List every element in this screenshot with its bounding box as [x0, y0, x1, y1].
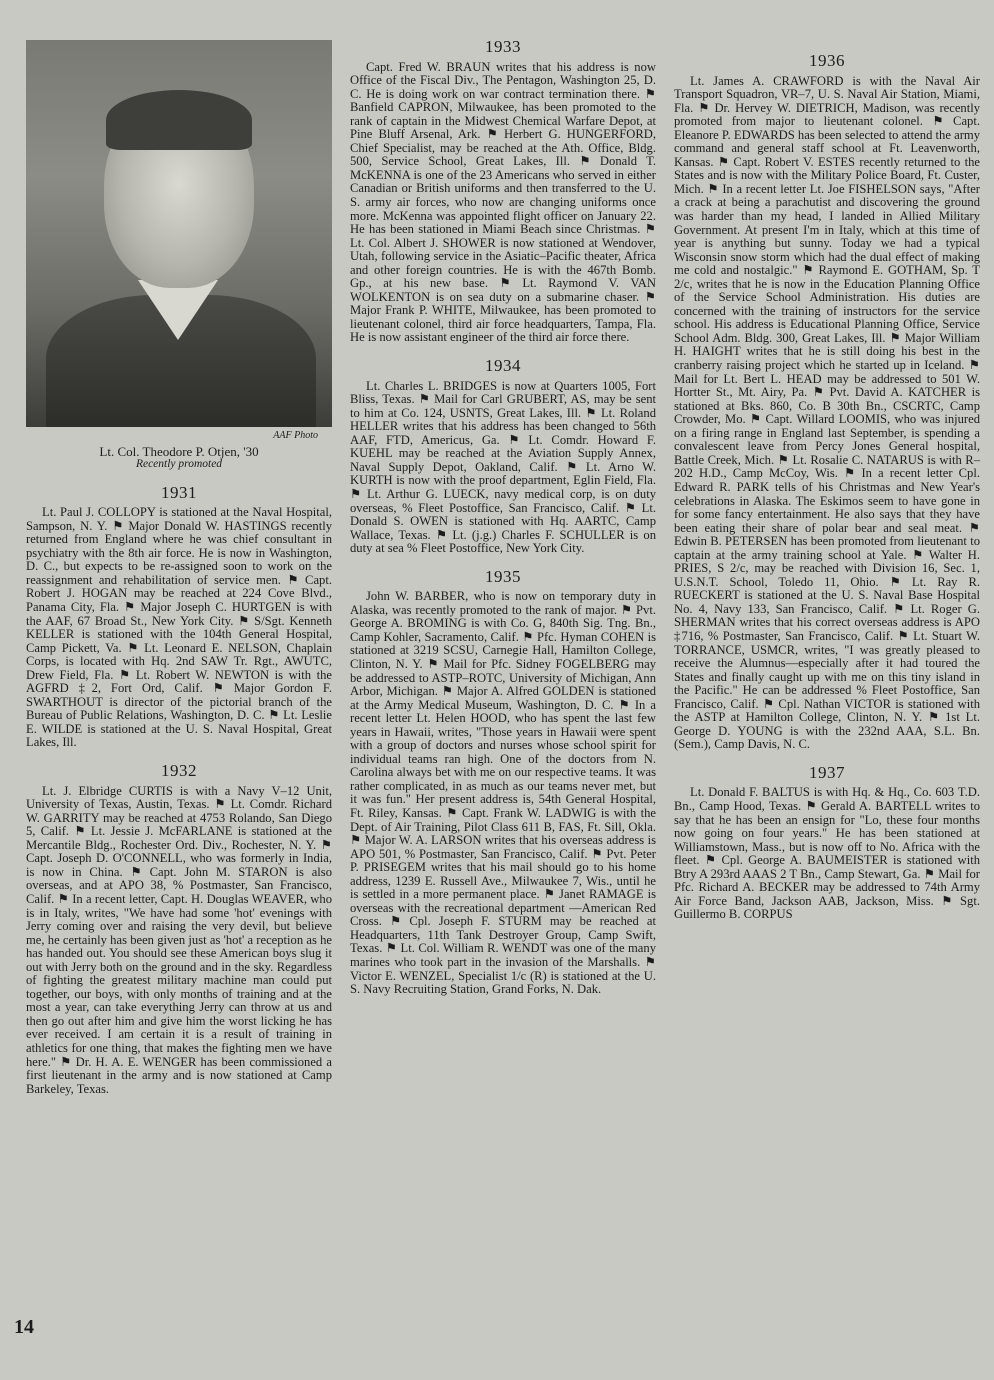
heading-1933: 1933 [485, 37, 521, 56]
paragraph-1936: Lt. James A. CRAWFORD is with the Naval Air Transport Squadron, VR–7, U. S. Naval Air Station, Miami, Fla. ⚑ Dr. Hervey W. DIETRICH, Madison, was recently promoted from major to lieutenant colonel. ⚑ Capt. Eleanore P. EDWARDS has been selected to attend the army command and general staff school at Ft. Leavenworth, Kansas. ⚑ Capt. Robert V. ESTES recently returned to the States and is now with the Military Police Board, Ft. Custer, Mich. ⚑ In a recent letter Lt. Joe FISHELSON says, "After a crack at being a parachutist and discovering the ground was harder than my head, I landed in Allied Military Government. At present I'm in Italy, which at this time of year is anything but sunny. Today we had a typical Wisconsin snow storm which had the dual effect of making me cold and nostalgic." ⚑ Raymond E. GOTHAM, Sp. T 2/c, writes that he is now in the Education Planning Office of the Service School Administration. His duties are concerned with the training of instructors for the service school. His address is Educational Planning Office, Service School Adm. Bldg. 300, Great Lakes, Ill. ⚑ Major William H. HAIGHT writes that he is still doing his best in the cranberry raising project which he started up in Iceland. ⚑ Mail for Lt. Bert L. HEAD may be addressed to 501 W. Hortter St., Mt. Airy, Pa. ⚑ Pvt. David A. KATCHER is stationed at Bks. 860, Co. B 30th Bn., CSCRTC, Camp Crowder, Mo. ⚑ Capt. Willard LOOMIS, who was injured on a firing range in England last September, is spending a convalescent leave from Percy Jones General hospital, Battle Creek, Mich. ⚑ Lt. Rosalie C. NATARUS is with R–202 H.D., Camp McCoy, Wis. ⚑ In a recent letter Cpl. Edward R. PARK tells of his Christmas and New Year's celebrations in Alaska. The Eskimos seem to have gone in for some fancy entertainment. He also says that they have been eating their share of polar bear and seal meat. ⚑ Edwin B. PETERSEN has been promoted from lieutenant to captain at the army training school at Yale. ⚑ Walter H. PRIES, S 2/c, may be reached with Division 16, Sec. 1, U.S.N.T. School, Toledo 11, Ohio. ⚑ Lt. Ray R. RUECKERT is stationed at the U. S. Naval Base Hospital No. 4, Navy 133, San Francisco, Calif. ⚑ Lt. Roger G. SHERMAN writes that his correct overseas address is APO ‡716, % Postmaster, San Francisco, Calif. ⚑ Lt. Stuart W. TORRANCE, USMCR, writes, "I was greatly pleased to receive the Alumnus—especially after it had toured the States and finally caught up with me on this tiny island in the Pacific." He can be addressed % Fleet Postoffice, San Francisco, Calif. ⚑ Cpl. Nathan VICTOR is stationed with the ASTP at Hamilton College, Clinton, N. Y. ⚑ 1st Lt. George D. YOUNG is with the 232nd AAA, S.L. Bn. (Sem.), Camp Davis, N. C. [674, 73, 980, 752]
column-right [674, 40, 980, 922]
heading-1937: 1937 [809, 762, 845, 782]
photo-hair [106, 90, 252, 150]
heading-1935: 1935 [485, 566, 521, 586]
paragraph-1933: Capt. Fred W. BRAUN writes that his address is now Office of the Fiscal Div., The Pentagon, Washington 25, D. C. He is doing work on war contract termination there. ⚑ Banfield CAPRON, Milwaukee, has been promoted to the rank of captain in the Midwest Chemical Warfare Depot, at Pine Bluff Arsenal, Ark. ⚑ Herbert G. HUNGERFORD, Chief Specialist, may be reached at the Ath. Office, Bldg. 500, Service School, Great Lakes, Ill. ⚑ Donald T. McKENNA is one of the 23 Americans who served in either Canadian or British uniforms and then transferred to the U. S. army air forces, who now are changing uniforms once more. McKenna was appointed flight officer on January 22. He has been stationed in Miami Beach since Christmas. ⚑ Lt. Col. Albert J. SHOWER is now stationed at Wendover, Utah, following service in the Asiatic–Pacific theater, Africa and other foreign countries. He is with the 467th Bomb. Gp., at his new base. ⚑ Lt. Raymond V. VAN WOLKENTON is on sea duty on a submarine chaser. ⚑ Major Frank P. WHITE, Milwaukee, has been promoted to lieutenant colonel, third air force headquarters, Tampa, Fla. He is now assistant engineer of the third air force there. [350, 59, 656, 345]
paragraph-1931: Lt. Paul J. COLLOPY is stationed at the Naval Hospital, Sampson, N. Y. ⚑ Major Donald W. HASTINGS recently returned from England where he was chief consultant in psychiatry with the 8th air force. He is now in Washington, D. C., but expects to be re-assigned soon to work on the reassignment and rehabilitation of service men. ⚑ Capt. Robert J. HOGAN may be reached at 224 Cove Blvd., Panama City, Fla. ⚑ Major Joseph C. HURTGEN is with the AAF, 67 Broad St., New York City. ⚑ S/Sgt. Kenneth KELLER is stationed with the 104th General Hospital, Camp Pickett, Va. ⚑ Lt. Leonard E. NELSON, Chaplain Corps, is located with Hq. 2nd SAW Tr. Rgt., AWUTC, Drew Field, Fla. ⚑ Lt. Robert W. NEWTON is with the AGFRD ‡2, Fort Ord, Calif. ⚑ Major Gordon F. SWARTHOUT is director of the pictorial branch of the Bureau of Public Relations, Washington, D. C. ⚑ Lt. Leslie E. WILDE is stationed at the U. S. Naval Hospital, Great Lakes, Ill. [26, 505, 332, 750]
heading-1931: 1931 [161, 482, 197, 502]
column-middle [350, 37, 656, 997]
photo-credit: AAF Photo [273, 430, 318, 441]
page-number: 14 [14, 1316, 34, 1338]
paragraph-1935: John W. BARBER, who is now on temporary duty in Alaska, was recently promoted to the rank of major. ⚑ Pvt. George A. BROMING is with Co. G, 840th Sig. Tng. Bn., Camp Kohler, Sacramento, Calif. ⚑ Pfc. Hyman COHEN is stationed at 3219 SCSU, Carnegie Hall, Hamilton College, Clinton, N. Y. ⚑ Mail for Pfc. Sidney FOGELBERG may be addressed to ASTP–ROTC, University of Michigan, Ann Arbor, Michigan. ⚑ Major A. Alfred GOLDEN is stationed at the Army Medical Museum, Washington, D. C. ⚑ In a recent letter Lt. Helen HOOD, who has spent the last few years in Hawaii, writes, "Those years in Hawaii were spent with a group of doctors and nurses whose school spirit for individual teams ran high. One of the doctors from N. Carolina always bet with me on our respective teams. It was rather complicated, in as much as our teams never met, but it was fun." Her present address is, 54th General Hospital, Ft. Riley, Kansas. ⚑ Capt. Frank W. LADWIG is with the Dept. of Air Training, Pilot Class 611 B, FAS, Ft. Sill, Okla. ⚑ Major W. A. LARSON writes that his overseas address is APO 501, % Postmaster, San Francisco, Calif. ⚑ Pvt. Peter P. PRISEGEM writes that his mail should go to his home address, 1239 E. Russell Ave., Milwaukee 7, Wis., until he is settled in a more permanent place. ⚑ Janet RAMAGE is overseas with the recreational department —American Red Cross. ⚑ Cpl. Joseph F. STURM may be reached at Headquarters, 11th Tank Destroyer Group, Camp Swift, Texas. ⚑ Lt. Col. William R. WENDT was one of the many marines who took part in the invasion of the Marshalls. ⚑ Victor E. WENZEL, Specialist 1/c (R) is stationed at the U. S. Navy Recruiting Station, Grand Forks, N. Dak. [350, 589, 656, 997]
heading-1936: 1936 [809, 51, 845, 70]
paragraph-1937: Lt. Donald F. BALTUS is with Hq. & Hq., Co. 603 T.D. Bn., Camp Hood, Texas. ⚑ Gerald A. BARTELL writes to say that he has been an ensign for "Lo, these four months now going on four years." He has been stationed at Williamstown, Mass., but is now off to No. Africa with the fleet. ⚑ Cpl. George A. BAUMEISTER is stationed with Btry A 293rd AAAS 2 T Bn., Camp Stewart, Ga. ⚑ Mail for Pfc. Richard A. BECKER may be addressed to 74th Army Air Force Band, Jackson AAB, Jackson, Miss. ⚑ Sgt. Guillermo B. CORPUS [674, 785, 980, 922]
column-left [26, 40, 332, 1096]
portrait-photo [26, 40, 332, 427]
photo-caption: Lt. Col. Theodore P. Otjen, '30 [99, 443, 259, 459]
paragraph-1934: Lt. Charles L. BRIDGES is now at Quarters 1005, Fort Bliss, Texas. ⚑ Mail for Carl GRUBERT, AS, may be sent to him at Co. 124, USNTS, Great Lakes, Ill. ⚑ Lt. Roland HELLER writes that his address has been changed to 56th AAF, FTD, Americus, Ga. ⚑ Lt. Comdr. Howard F. KUEHL may be reached at the Aviation Supply Annex, Naval Supply Depot, Oakland, Calif. ⚑ Lt. Arno W. KURTH is now with the proof department, Eglin Field, Fla. ⚑ Lt. Arthur G. LUECK, navy medical corp, is on duty overseas, % Fleet Postoffice, San Francisco, Calif. ⚑ Lt. Donald S. OWEN is stationed with Hq. AARTC, Camp Wallace, Texas. ⚑ Lt. (j.g.) Charles F. SCHULLER is on duty at sea % Fleet Postoffice, New York City. [350, 378, 656, 556]
heading-1932: 1932 [161, 761, 197, 781]
heading-1934: 1934 [485, 356, 521, 376]
paragraph-1932: Lt. J. Elbridge CURTIS is with a Navy V–12 Unit, University of Texas, Austin, Texas. ⚑ Lt. Comdr. Richard W. GARRITY may be reached at 4753 Rolando, San Diego 5, Calif. ⚑ Lt. Jessie J. McFARLANE is stationed at the Mercantile Bldg., Rochester Ord. Div., Rochester, N. Y. ⚑ Capt. Joseph D. O'CONNELL, who was formerly in India, is now in China. ⚑ Capt. John M. STARON is also overseas, and at APO 38, % Postmaster, San Francisco, Calif. ⚑ In a recent letter, Capt. H. Douglas WEAVER, who is in Italy, writes, "We have had some 'hot' evenings with Jerry coming over and raising the very devil, but believe me, he certainly has been given just as 'hot' a reception as he has handed out. You should see these American boys slug it out with Jerry both on the ground and in the sky. Regardless of fighting the greatest military machine man could put together, our boys, with only months of training and at the most a year, can take everything Jerry can throw at us and then go out after him and give him the worst licking he has ever received. I am certain it is a result of training in athletics for one thing, that makes the fighting men we have here." ⚑ Dr. H. A. E. WENGER has been commissioned a first lieutenant in the army and is now stationed at Camp Barkeley, Texas. [26, 783, 332, 1096]
photo-subcaption: Recently promoted [135, 458, 223, 471]
